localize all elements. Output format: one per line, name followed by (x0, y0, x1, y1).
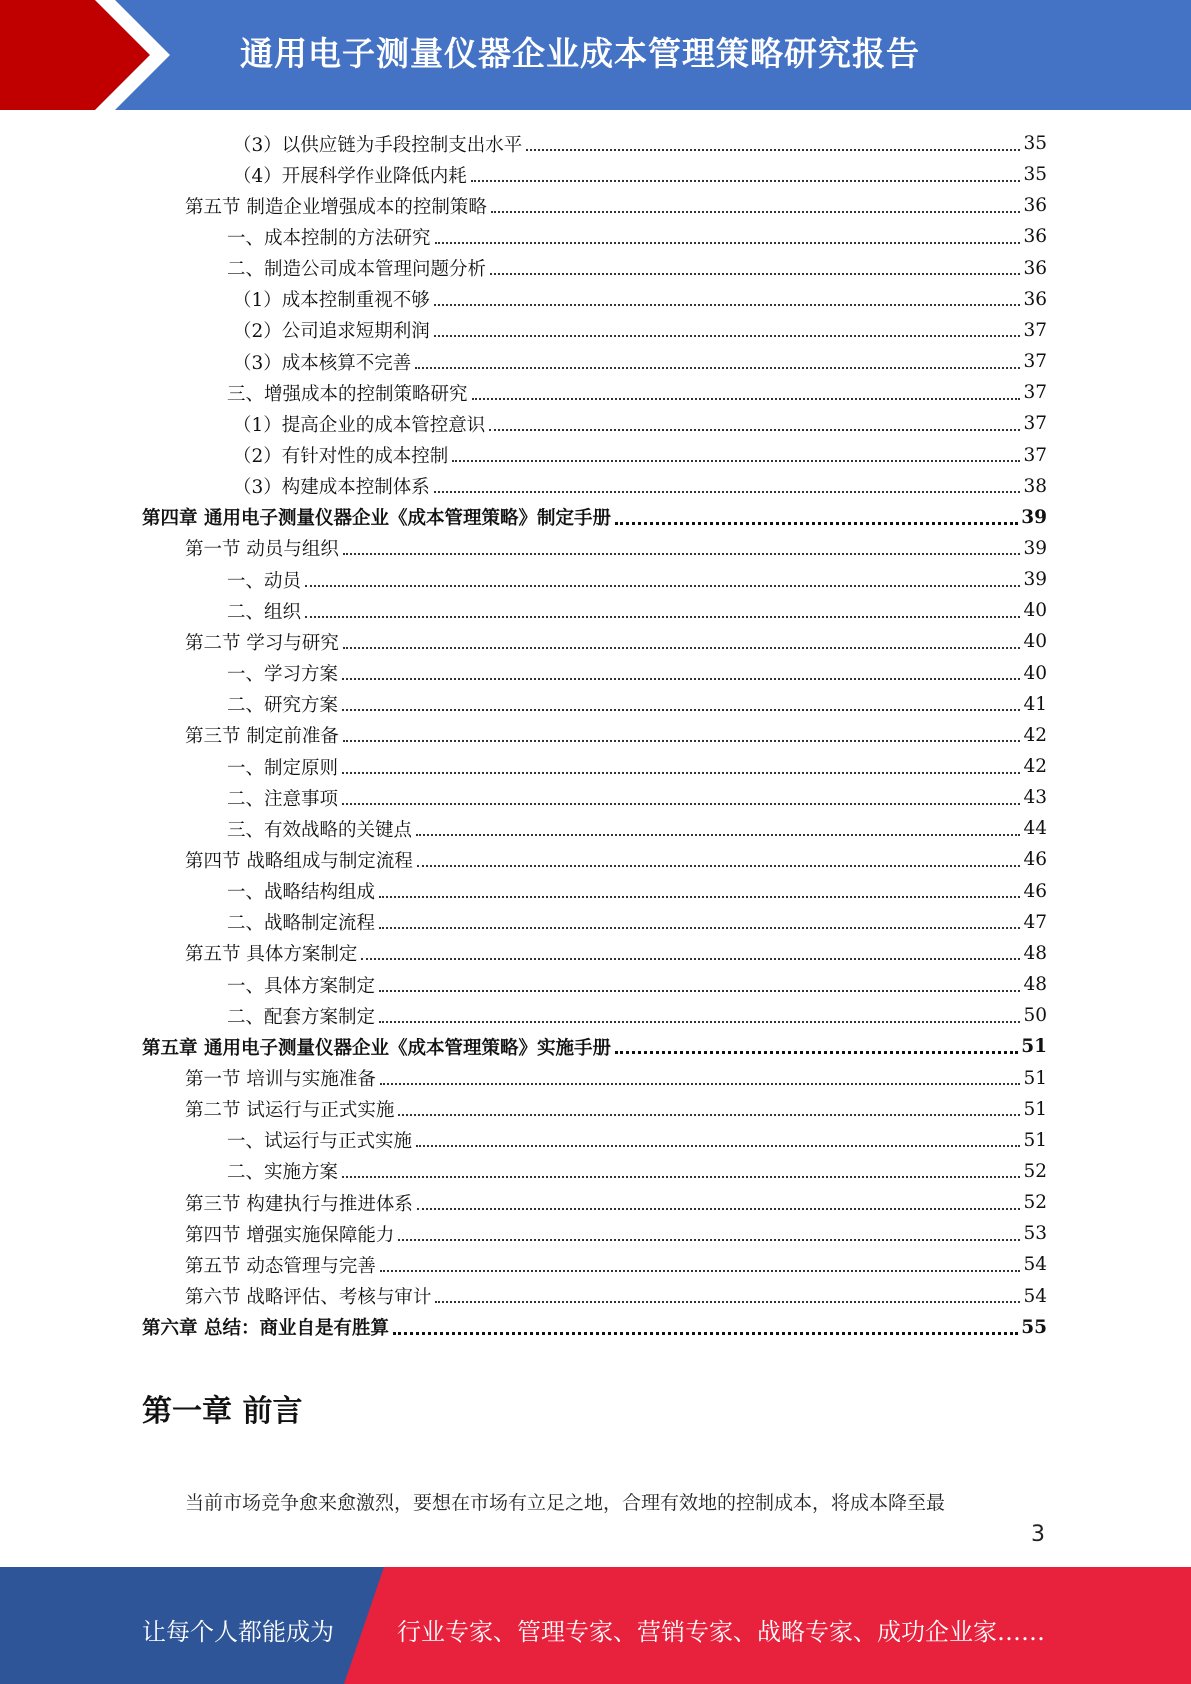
toc-entry-title: 一、战略结构组成 (227, 882, 376, 904)
toc-entry-title: 第四节 战略组成与制定流程 (185, 850, 413, 872)
toc-entry-title: （1）成本控制重视不够 (233, 290, 430, 312)
toc-entry[interactable] (142, 1031, 1047, 1062)
toc-entry[interactable] (227, 689, 1047, 720)
toc-leader-dots (393, 1332, 1018, 1335)
toc-leader-dots (305, 616, 1020, 618)
toc-entry[interactable] (227, 377, 1047, 408)
toc-entry[interactable] (227, 1156, 1047, 1187)
toc-entry-page: 37 (1023, 319, 1047, 341)
toc-leader-dots (491, 211, 1021, 213)
toc-entry-title: 二、配套方案制定 (227, 1006, 376, 1028)
toc-entry-page: 54 (1023, 1254, 1047, 1276)
toc-leader-dots (342, 678, 1020, 680)
page-header (0, 0, 1191, 110)
footer-expert-list: 行业专家、管理专家、营销专家、战略专家、成功企业家…… (397, 1618, 1045, 1646)
toc-entry[interactable] (227, 253, 1047, 284)
toc-entry-page: 48 (1023, 942, 1047, 964)
toc-entry-page: 41 (1023, 693, 1047, 715)
toc-entry[interactable] (227, 1125, 1047, 1156)
toc-leader-dots (343, 647, 1021, 649)
toc-entry[interactable] (227, 595, 1047, 626)
toc-entry-page: 54 (1023, 1285, 1047, 1307)
toc-entry[interactable] (185, 938, 1047, 969)
toc-leader-dots (490, 273, 1020, 275)
toc-entry[interactable] (185, 1218, 1047, 1249)
toc-entry-title: 一、具体方案制定 (227, 975, 376, 997)
toc-entry-title: 三、有效战略的关键点 (227, 819, 413, 841)
toc-entry-page: 39 (1023, 537, 1047, 559)
toc-entry[interactable] (227, 1000, 1047, 1031)
toc-entry[interactable] (227, 658, 1047, 689)
toc-entry-page: 36 (1023, 257, 1047, 279)
toc-entry-page: 37 (1023, 382, 1047, 404)
toc-entry-title: （4）开展科学作业降低内耗 (233, 165, 467, 187)
toc-entry[interactable] (233, 471, 1047, 502)
toc-entry[interactable] (185, 1187, 1047, 1218)
toc-entry-title: 第四节 增强实施保障能力 (185, 1224, 395, 1246)
toc-entry-title: 第五节 具体方案制定 (185, 944, 358, 966)
toc-leader-dots (398, 1114, 1020, 1116)
toc-entry-title: 一、动员 (227, 570, 302, 592)
toc-entry-title: 一、学习方案 (227, 664, 339, 686)
toc-entry-page: 39 (1023, 569, 1047, 591)
toc-entry[interactable] (233, 284, 1047, 315)
toc-leader-dots (379, 896, 1020, 898)
toc-entry[interactable] (233, 315, 1047, 346)
toc-entry[interactable] (227, 782, 1047, 813)
toc-entry[interactable] (227, 751, 1047, 782)
toc-entry-title: 第六章 总结：商业自是有胜算 (142, 1318, 389, 1340)
toc-leader-dots (361, 958, 1020, 960)
toc-entry-page: 52 (1023, 1192, 1047, 1214)
toc-entry[interactable] (142, 502, 1047, 533)
toc-entry-page: 52 (1023, 1160, 1047, 1182)
toc-entry-page: 40 (1023, 662, 1047, 684)
toc-entry-title: 第四章 通用电子测量仪器企业《成本管理策略》制定手册 (142, 508, 611, 530)
toc-entry-page: 47 (1023, 911, 1047, 933)
toc-leader-dots (343, 553, 1021, 555)
toc-entry-title: 第三节 制定前准备 (185, 726, 339, 748)
toc-leader-dots (615, 1051, 1018, 1054)
toc-entry-page: 46 (1023, 849, 1047, 871)
toc-entry[interactable] (227, 564, 1047, 595)
toc-entry[interactable] (185, 1281, 1047, 1312)
toc-leader-dots (435, 1301, 1020, 1303)
toc-leader-dots (343, 740, 1021, 742)
toc-entry-title: 第一节 培训与实施准备 (185, 1069, 376, 1090)
toc-leader-dots (305, 585, 1020, 587)
toc-entry[interactable] (185, 190, 1047, 221)
toc-entry[interactable] (233, 346, 1047, 377)
toc-entry[interactable] (185, 1063, 1047, 1094)
toc-entry[interactable] (227, 969, 1047, 1000)
toc-entry[interactable] (185, 720, 1047, 751)
toc-entry-page: 42 (1023, 756, 1047, 777)
toc-entry-title: 二、研究方案 (227, 695, 339, 717)
toc-leader-dots (416, 834, 1020, 836)
toc-entry-page: 44 (1023, 818, 1047, 840)
toc-entry[interactable] (142, 1312, 1047, 1343)
toc-entry-title: 二、战略制定流程 (227, 913, 376, 935)
toc-entry-page: 37 (1023, 351, 1047, 373)
toc-entry-page: 51 (1023, 1067, 1047, 1089)
toc-leader-dots (379, 990, 1020, 992)
toc-leader-dots (417, 865, 1021, 867)
toc-entry-page: 39 (1021, 506, 1047, 528)
toc-leader-dots (417, 1208, 1021, 1210)
toc-entry-page: 35 (1023, 164, 1047, 186)
page-footer (0, 1567, 1191, 1684)
toc-entry-page: 51 (1023, 1098, 1047, 1120)
toc-entry[interactable] (233, 159, 1047, 190)
footer-slogan: 让每个人都能成为 (142, 1618, 334, 1646)
report-title: 通用电子测量仪器企业成本管理策略研究报告 (240, 34, 920, 73)
toc-entry-title: 第五节 制造企业增强成本的控制策略 (185, 196, 487, 218)
toc-entry-page: 42 (1023, 724, 1047, 746)
toc-entry[interactable] (185, 844, 1047, 875)
toc-entry[interactable] (185, 1094, 1047, 1125)
toc-leader-dots (472, 398, 1021, 400)
toc-leader-dots (416, 1145, 1020, 1147)
toc-entry-title: （2）公司追求短期利润 (233, 321, 430, 343)
toc-entry-page: 48 (1023, 974, 1047, 996)
toc-entry-title: 二、注意事项 (227, 788, 339, 810)
toc-entry[interactable] (185, 533, 1047, 564)
toc-entry-title: 一、试运行与正式实施 (227, 1131, 413, 1153)
toc-entry-title: 第五章 通用电子测量仪器企业《成本管理策略》实施手册 (142, 1037, 611, 1059)
toc-entry-title: （1）提高企业的成本管控意识 (233, 414, 486, 436)
toc-entry[interactable] (233, 408, 1047, 439)
toc-leader-dots (342, 709, 1020, 711)
toc-entry-page: 36 (1023, 195, 1047, 217)
toc-entry-title: 第三节 构建执行与推进体系 (185, 1193, 413, 1215)
toc-entry[interactable] (233, 440, 1047, 471)
toc-entry-page: 37 (1023, 413, 1047, 435)
toc-entry-title: （2）有针对性的成本控制 (233, 446, 449, 467)
toc-entry-page: 35 (1023, 133, 1047, 154)
toc-entry-page: 40 (1023, 631, 1047, 653)
toc-entry-title: 一、制定原则 (227, 757, 339, 779)
body-paragraph: 当前市场竞争愈来愈激烈，要想在市场有立足之地，合理有效地的控制成本，将成本降至最 (185, 1492, 946, 1514)
toc-leader-dots (526, 149, 1020, 151)
toc-leader-dots (380, 1270, 1021, 1272)
toc-leader-dots (471, 180, 1021, 182)
toc-leader-dots (342, 1176, 1020, 1178)
toc-entry-page: 37 (1023, 444, 1047, 466)
toc-entry[interactable] (227, 907, 1047, 938)
toc-entry-page: 38 (1023, 475, 1047, 497)
toc-entry-title: 第六节 战略评估、考核与审计 (185, 1287, 432, 1309)
toc-entry-title: 三、增强成本的控制策略研究 (227, 383, 468, 405)
toc-entry-page: 50 (1023, 1005, 1047, 1027)
toc-entry-page: 55 (1021, 1316, 1047, 1338)
toc-entry-title: 第一节 动员与组织 (185, 539, 339, 561)
toc-leader-dots (489, 429, 1020, 431)
toc-entry-title: 二、制造公司成本管理问题分析 (227, 259, 487, 281)
toc-entry[interactable] (233, 128, 1047, 159)
toc-leader-dots (434, 335, 1021, 337)
toc-entry-page: 51 (1023, 1129, 1047, 1151)
toc-leader-dots (434, 491, 1021, 493)
toc-entry-title: 第二节 试运行与正式实施 (185, 1100, 395, 1122)
toc-entry-title: 一、成本控制的方法研究 (227, 227, 431, 249)
toc-entry-page: 46 (1023, 880, 1047, 902)
toc-leader-dots (435, 242, 1021, 244)
toc-leader-dots (342, 772, 1020, 774)
toc-leader-dots (380, 1083, 1021, 1085)
toc-entry-title: （3）成本核算不完善 (233, 352, 412, 374)
toc-leader-dots (415, 367, 1020, 369)
toc-entry[interactable] (185, 626, 1047, 657)
toc-entry[interactable] (227, 813, 1047, 844)
header-chevron-decoration (0, 0, 260, 110)
toc-entry[interactable] (227, 221, 1047, 252)
toc-leader-dots (434, 304, 1021, 306)
toc-entry-title: 第二节 学习与研究 (185, 632, 339, 654)
toc-entry-page: 40 (1023, 600, 1047, 622)
toc-entry-page: 43 (1023, 787, 1047, 809)
toc-entry-page: 53 (1023, 1223, 1047, 1245)
toc-entry-page: 36 (1023, 226, 1047, 248)
toc-leader-dots (379, 1021, 1020, 1023)
toc-entry[interactable] (227, 876, 1047, 907)
toc-leader-dots (342, 803, 1020, 805)
toc-entry-title: （3）以供应链为手段控制支出水平 (233, 134, 523, 156)
chapter-heading: 第一章 前言 (142, 1394, 303, 1429)
toc-entry[interactable] (185, 1249, 1047, 1280)
toc-entry-title: 二、组织 (227, 601, 302, 623)
toc-entry-title: 二、实施方案 (227, 1162, 339, 1184)
toc-entry-title: （3）构建成本控制体系 (233, 477, 430, 499)
page-number: 3 (1031, 1522, 1045, 1547)
toc-leader-dots (398, 1239, 1020, 1241)
toc-entry-title: 第五节 动态管理与完善 (185, 1255, 376, 1277)
toc-entry-page: 51 (1021, 1036, 1047, 1058)
toc-entry-page: 36 (1023, 288, 1047, 310)
toc-leader-dots (615, 522, 1018, 525)
toc-leader-dots (452, 460, 1020, 462)
toc-leader-dots (379, 927, 1020, 929)
